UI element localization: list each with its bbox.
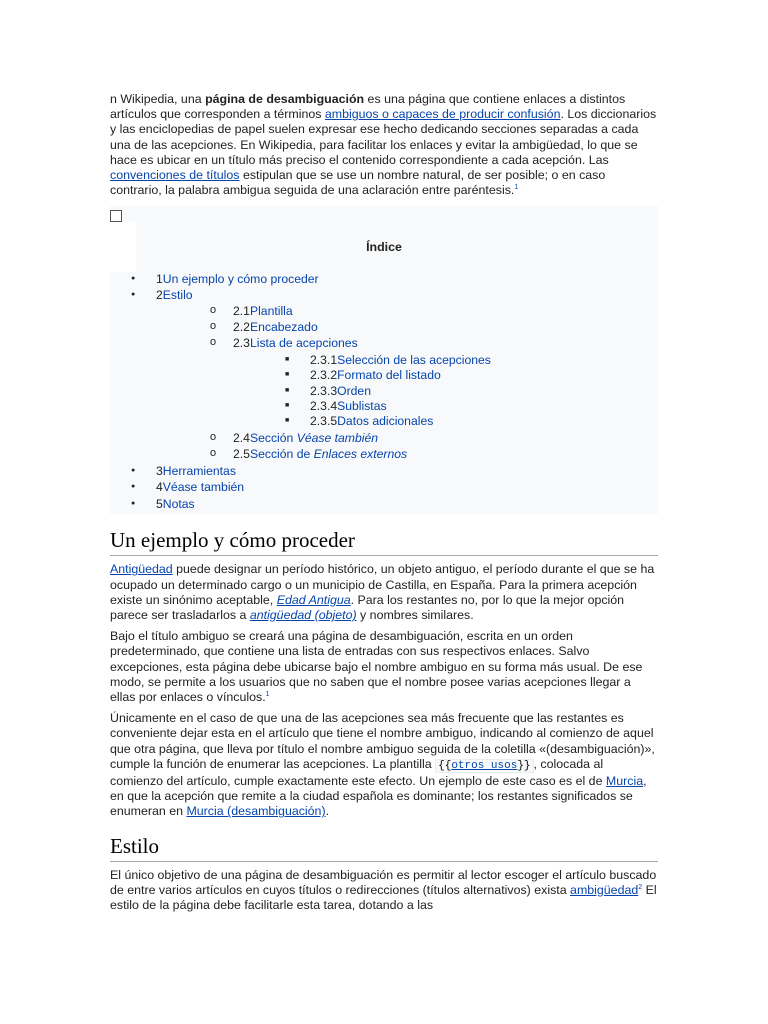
section-ejemplo	[110, 528, 658, 819]
toc-item[interactable]: ■ 2.3.5Datos adicionales	[310, 414, 433, 428]
paragraph: Bajo el título ambiguo se creará una página de desambiguación, escrita en un orden predeterminado, que contiene una lista de entradas con sus respectivos enlaces. Salvo excepciones, esta página debe ubicarse bajo el nombre ambiguo en su forma más usual. De ese modo, se permite a los usuarios que no saben que el nombre posee varias acepciones llegar a ellas por enlaces o vínculos.$^1$	[110, 629, 643, 705]
intro-text-c: . Los diccionarios y las enciclopedias de papel suelen expresar ese hecho dedicando secciones separadas a cada una de las acepciones. En Wikipedia, para facilitar los enlaces y evitar la ambigüedad, lo que se hace es ubicar en un título más preciso el contenido correspondiente a cada acepción. Las	[110, 107, 657, 167]
toc-item[interactable]: ■ 2.3.1Selección de las acepciones	[310, 353, 491, 367]
toc-item[interactable]: ● 1Un ejemplo y cómo proceder	[156, 272, 319, 286]
link-murcia-desambiguacion[interactable]: Murcia (desambiguación)	[186, 804, 326, 819]
link-antiguedad-objeto[interactable]: antigüedad (objeto)	[249, 608, 357, 623]
toc-item[interactable]: ■ 2.3.4Sublistas	[310, 399, 387, 413]
intro-text-a: n Wikipedia, una	[110, 92, 206, 106]
paragraph: Únicamente en el caso de que una de las acepciones sea más frecuente que las restantes es conveniente dejar esta en el artículo que tiene el nombre ambiguo, indicando al comienzo de aquel que otra página, que lleva por título el nombre ambiguo seguida de la coletilla «(desambiguación)», cumple la función de enumerar las acepciones. La plantilla {{otros usos}} , colocada al comienzo del artículo, cumple exactamente este efecto. Un ejemplo de este caso es el de Murcia, en que la acepción que remite a la ciudad española es dominante; los restantes significados se enumeran en Murcia (desambiguación).	[110, 711, 655, 819]
toc-toggle-checkbox[interactable]	[110, 210, 122, 222]
section-heading: Un ejemplo y cómo proceder	[110, 528, 658, 556]
toc-item[interactable]: o 2.4Sección Véase también	[233, 431, 378, 445]
toc-item[interactable]: ● 4Véase también	[156, 480, 244, 494]
toc-item[interactable]: o 2.5Sección de Enlaces externos	[233, 447, 407, 461]
ref-2[interactable]: 2	[638, 883, 643, 891]
link-murcia[interactable]: Murcia	[605, 774, 644, 789]
intro-bold-term: página de desambiguación	[205, 92, 365, 106]
section-heading: Estilo	[110, 834, 658, 862]
link-convenciones-titulos[interactable]: convenciones de títulos	[110, 168, 240, 183]
paragraph: El único objetivo de una página de desambiguación es permitir al lector escoger el artículo buscado de entre varios artículos en cuyos títulos o redirecciones (títulos alternativos) exista ambigüedad$^2$ El estilo de la página debe facilitarle esta tarea, dotando a las	[110, 867, 657, 913]
link-ambiguedad[interactable]: ambigüedad	[570, 882, 639, 897]
toc-item[interactable]: ■ 2.3.3Orden	[310, 384, 371, 398]
intro-paragraph	[110, 92, 658, 198]
link-ambiguos[interactable]: ambiguos o capaces de producir confusión	[324, 107, 561, 122]
table-of-contents	[110, 206, 658, 514]
toc-item[interactable]: ■ 2.3.2Formato del listado	[310, 368, 441, 382]
toc-item[interactable]: ● 3Herramientas	[156, 464, 236, 478]
link-antiguedad[interactable]: Antigüedad	[110, 562, 173, 577]
ref-1[interactable]: 1	[265, 690, 270, 698]
toc-item[interactable]: o 2.3Lista de acepciones	[233, 336, 358, 350]
toc-item[interactable]: o 2.2Encabezado	[233, 320, 318, 334]
article-body	[110, 92, 658, 913]
intro-text-b: es una página que contiene enlaces a distintos artículos que corresponden a términos	[110, 92, 626, 122]
toc-item[interactable]: ● 5Notas	[156, 497, 195, 511]
section-estilo	[110, 834, 658, 914]
toc-item[interactable]: ● 2Estilo	[156, 288, 193, 302]
link-otros-usos[interactable]: otros usos	[451, 759, 518, 772]
toc-title: Índice	[366, 240, 402, 255]
ref-1[interactable]: 1	[514, 184, 519, 192]
toc-item[interactable]: o 2.1Plantilla	[233, 304, 293, 318]
link-edad-antigua[interactable]: Edad Antigua	[276, 592, 351, 607]
intro-text-d: estipulan que se use un nombre natural, de ser posible; o en caso contrario, la palabra ambigua seguida de una aclaración entre paréntesis.	[110, 168, 606, 198]
paragraph: Antigüedad puede designar un período histórico, un objeto antiguo, el período durante el que se ha ocupado un determinado cargo o un municipio de Castilla, en España. Para la primera acepción existe un sinónimo aceptable, Edad Antigua. Para los restantes no, por lo que la mejor opción parece ser trasladarlos a antigüedad (objeto) y nombres similares.	[110, 562, 655, 623]
template-code: {{otros usos}}	[435, 759, 533, 773]
